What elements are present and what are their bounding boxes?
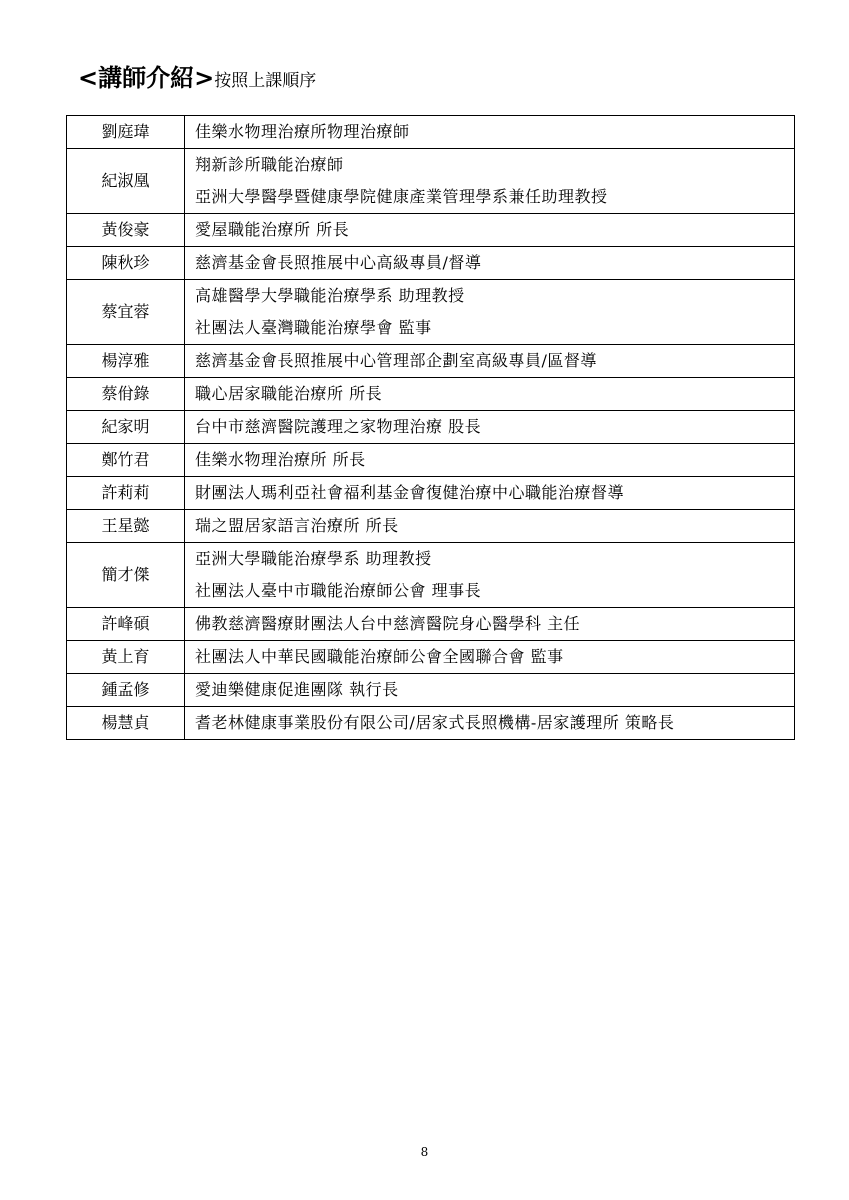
instructor-title-line: 愛屋職能治療所 所長 [195,220,350,239]
instructor-titles [185,411,795,444]
instructor-name: 簡才傑 [67,543,185,608]
instructor-titles [185,707,795,740]
instructor-row [67,641,795,674]
instructor-row [67,378,795,411]
instructor-titles [185,608,795,641]
instructor-row [67,247,795,280]
instructor-row [67,214,795,247]
section-title: <講師介紹> [78,64,215,92]
instructor-title-line: 瑞之盟居家語言治療所 所長 [195,516,399,535]
instructor-title-line: 翔新診所職能治療師 [195,155,344,174]
instructor-row [67,280,795,345]
instructor-row [67,149,795,214]
instructor-title-line: 財團法人瑪利亞社會福利基金會復健治療中心職能治療督導 [195,483,625,502]
instructor-title-line: 社團法人臺灣職能治療學會 監事 [195,318,432,337]
instructor-titles [185,247,795,280]
instructor-name: 鄭竹君 [67,444,185,477]
instructor-title-line: 亞洲大學醫學暨健康學院健康產業管理學系兼任助理教授 [195,187,608,206]
instructor-title-line: 佛教慈濟醫療財團法人台中慈濟醫院身心醫學科 主任 [195,614,581,633]
instructor-title-line: 慈濟基金會長照推展中心高級專員/督導 [195,253,482,272]
instructor-row [67,411,795,444]
instructor-title-line: 台中市慈濟醫院護理之家物理治療 股長 [195,417,482,436]
instructor-title-line: 佳樂水物理治療所物理治療師 [195,122,410,141]
instructor-titles [185,116,795,149]
instructor-titles [185,510,795,543]
instructor-name: 黃上育 [67,641,185,674]
instructor-name: 楊慧貞 [67,707,185,740]
instructor-titles [185,543,795,608]
instructor-name: 劉庭瑋 [67,116,185,149]
instructor-title-line: 社團法人臺中市職能治療師公會 理事長 [195,581,482,600]
instructor-row [67,345,795,378]
instructor-name: 王星懿 [67,510,185,543]
instructor-row [67,608,795,641]
instructor-name: 鍾孟修 [67,674,185,707]
instructor-name: 蔡宜蓉 [67,280,185,345]
instructor-name: 許莉莉 [67,477,185,510]
instructor-titles [185,280,795,345]
instructor-row [67,707,795,740]
instructor-row [67,477,795,510]
instructor-title-line: 佳樂水物理治療所 所長 [195,450,366,469]
instructor-titles [185,378,795,411]
instructor-name: 蔡佾錄 [67,378,185,411]
instructor-title-line: 職心居家職能治療所 所長 [195,384,383,403]
instructor-titles [185,444,795,477]
instructor-title-line: 社團法人中華民國職能治療師公會全國聯合會 監事 [195,647,564,666]
instructor-row [67,543,795,608]
instructor-row [67,444,795,477]
instructor-titles [185,345,795,378]
page-heading [78,66,316,90]
instructor-name: 黃俊豪 [67,214,185,247]
instructor-titles [185,214,795,247]
instructor-titles [185,674,795,707]
instructor-title-line: 慈濟基金會長照推展中心管理部企劃室高級專員/區督導 [195,351,597,370]
instructor-row [67,510,795,543]
instructor-row [67,116,795,149]
instructor-name: 楊淳雅 [67,345,185,378]
instructor-titles [185,149,795,214]
instructor-title-line: 高雄醫學大學職能治療學系 助理教授 [195,286,465,305]
instructor-name: 陳秋珍 [67,247,185,280]
instructor-title-line: 愛迪樂健康促進團隊 執行長 [195,680,399,699]
section-subtitle: 按照上課順序 [214,71,317,91]
instructor-title-line: 亞洲大學職能治療學系 助理教授 [195,549,432,568]
instructor-titles [185,641,795,674]
instructor-name: 許峰碩 [67,608,185,641]
instructor-name: 紀家明 [67,411,185,444]
instructor-table-body [67,116,795,740]
instructor-title-line: 耆老林健康事業股份有限公司/居家式長照機構-居家護理所 策略長 [195,713,675,732]
page-number: 8 [420,1145,429,1159]
instructor-table [66,115,795,740]
instructor-name: 紀淑凰 [67,149,185,214]
instructor-row [67,674,795,707]
instructor-titles [185,477,795,510]
